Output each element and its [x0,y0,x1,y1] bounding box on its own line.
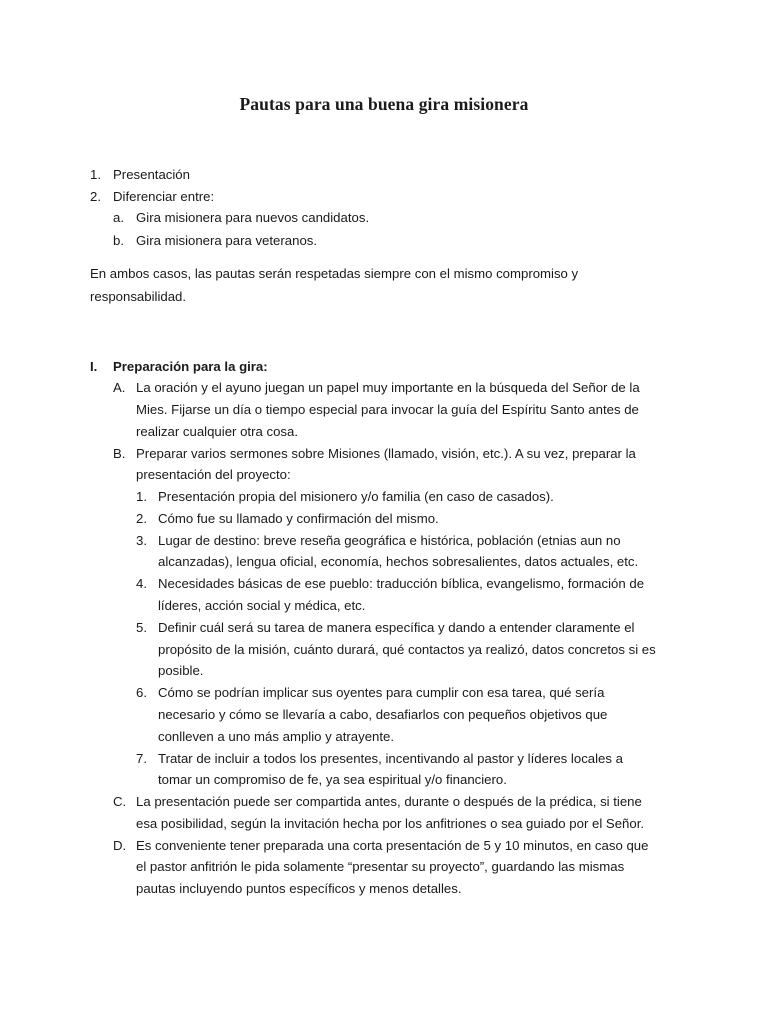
list-item-line: tomar un compromiso de fe, ya sea espiritual y/o financiero. [158,772,507,787]
list-marker: 5. [136,620,147,635]
paragraph-line: responsabilidad. [90,289,187,304]
list-item-line: Presentación propia del misionero y/o familia (en caso de casados). [158,489,554,504]
list-item-text: Gira misionera para nuevos candidatos. [136,210,370,225]
list-marker: 4. [136,576,147,591]
list-item-line: esa posibilidad, según la invitación hecha por los anfitriones o sea guiado por el Señor. [136,816,645,831]
paragraph-line: En ambos casos, las pautas serán respetadas siempre con el mismo compromiso y [90,266,579,281]
list-item-line: el pastor anfitrión le pida solamente “presentar su proyecto”, guardando las mismas [136,859,625,874]
section-marker: I. [90,359,98,374]
list-item-line: Tratar de incluir a todos los presentes, incentivando al pastor y líderes locales a [158,751,623,766]
list-item-line: Cómo se podrían implicar sus oyentes para cumplir con esa tarea, qué sería [158,685,605,700]
list-marker: b. [113,233,124,248]
list-item-line: necesario y cómo se llevaría a cabo, desafiarlos con pequeños objetivos que [158,707,608,722]
list-marker: 1. [136,489,147,504]
list-marker: 6. [136,685,147,700]
list-item-line: conlleven a uno más amplio y atrayente. [158,729,395,744]
list-item-line: pautas incluyendo puntos específicos y menos detalles. [136,881,462,896]
list-item-line: Es conveniente tener preparada una corta presentación de 5 y 10 minutos, en caso que [136,838,649,853]
list-item-line: alcanzadas), lengua oficial, economía, hechos sobresalientes, datos actuales, etc. [158,554,639,569]
list-item-line: Necesidades básicas de ese pueblo: traducción bíblica, evangelismo, formación de [158,576,645,591]
list-marker: 2. [90,189,101,204]
list-marker: a. [113,210,124,225]
list-item-line: presentación del proyecto: [136,467,291,482]
list-marker: B. [113,446,126,461]
list-marker: C. [113,794,127,809]
list-marker: 2. [136,511,147,526]
list-item-line: Mies. Fijarse un día o tiempo especial para invocar la guía del Espíritu Santo antes de [136,402,639,417]
list-item-line: posible. [158,663,204,678]
list-item-text: Gira misionera para veteranos. [136,233,318,248]
list-item-line: La oración y el ayuno juegan un papel muy importante en la búsqueda del Señor de la [136,380,640,395]
list-marker: 3. [136,533,147,548]
list-item-line: Cómo fue su llamado y confirmación del mismo. [158,511,439,526]
list-marker: A. [113,380,126,395]
list-marker: 7. [136,751,147,766]
section-heading: Preparación para la gira: [113,359,268,374]
list-item-line: Lugar de destino: breve reseña geográfica e histórica, población (etnias aun no [158,533,621,548]
list-item-line: propósito de la misión, cuánto durará, qué contactos ya realizó, datos concretos si es [158,642,656,657]
list-marker: 1. [90,167,101,182]
list-item-line: Preparar varios sermones sobre Misiones (llamado, visión, etc.). A su vez, preparar la [136,446,636,461]
document-title: Pautas para una buena gira misionera [239,94,529,114]
list-item-line: realizar cualquier otra cosa. [136,424,298,439]
list-item-line: Definir cuál será su tarea de manera específica y dando a entender claramente el [158,620,635,635]
list-item-line: La presentación puede ser compartida antes, durante o después de la prédica, si tiene [136,794,642,809]
list-marker: D. [113,838,127,853]
list-item-text: Diferenciar entre: [113,189,215,204]
list-item-text: Presentación [113,167,190,182]
list-item-line: líderes, acción social y médica, etc. [158,598,366,613]
